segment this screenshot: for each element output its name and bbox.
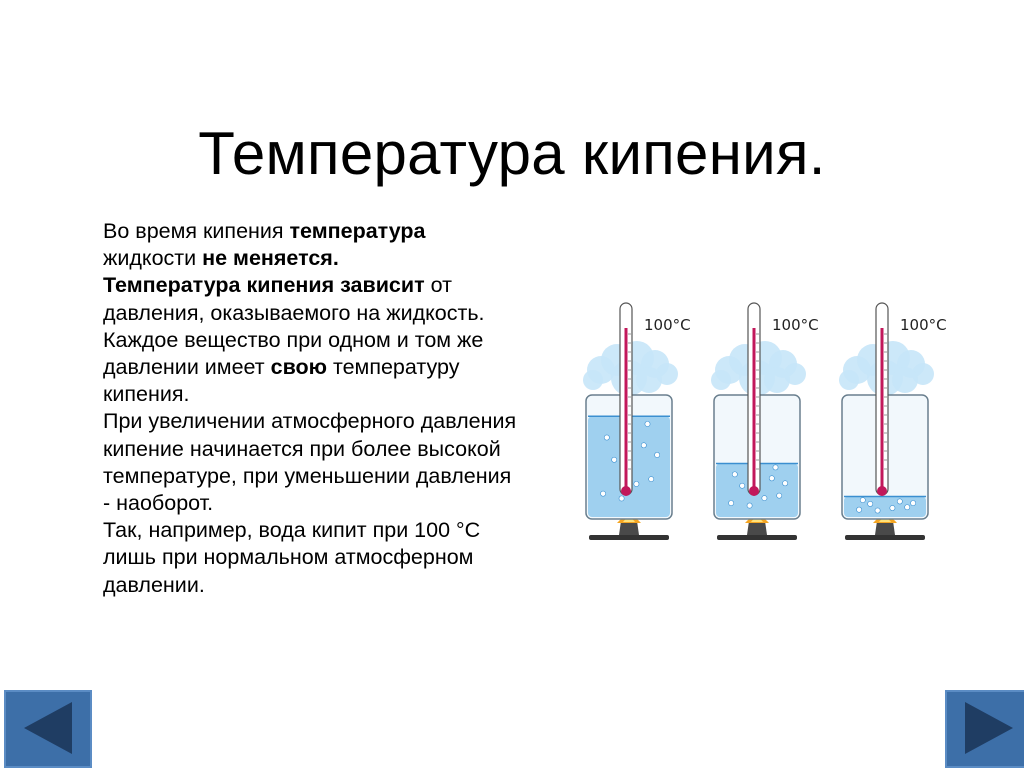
stand-base (845, 535, 925, 540)
temperature-label: 100°C (644, 316, 691, 334)
beakers-svg (578, 298, 978, 553)
burner-base (619, 521, 639, 535)
stand-base (717, 535, 797, 540)
water (844, 496, 926, 517)
bubble (634, 481, 639, 486)
burner-base (747, 521, 767, 535)
thermometer-bulb (877, 486, 887, 496)
steam-puff (636, 367, 662, 393)
thermometer-bulb (621, 486, 631, 496)
slide-title: Температура кипения. (198, 120, 826, 188)
bubble (645, 421, 650, 426)
thermometer (748, 303, 760, 496)
bubble (655, 452, 660, 457)
body-text: Каждое вещество при одном и том же давлении имеет (103, 327, 484, 380)
bubble (649, 477, 654, 482)
body-text: Так, например, вода кипит при 100 °C лишь при нормальном атмосферном давлении. (103, 518, 481, 597)
bubble (619, 496, 624, 501)
bubble (857, 507, 862, 512)
temperature-label: 100°C (772, 316, 819, 334)
mercury-column (753, 328, 756, 490)
thermometer (620, 303, 632, 496)
steam-puff (839, 370, 859, 390)
beaker-group (711, 303, 819, 540)
steam-puff (892, 367, 918, 393)
steam-puff (764, 367, 790, 393)
beaker-group (583, 303, 691, 540)
body-paragraph (103, 272, 523, 326)
temperature-label: 100°C (900, 316, 947, 334)
steam-puff (711, 370, 731, 390)
body-paragraph (103, 517, 523, 599)
bubble (747, 503, 752, 508)
previous-slide-button[interactable] (4, 690, 92, 768)
emphasized-text: свою (270, 355, 328, 380)
bubble (773, 465, 778, 470)
bubble (740, 483, 745, 488)
bubble (601, 491, 606, 496)
bubble (868, 501, 873, 506)
body-text: температуру кипения. (103, 355, 460, 407)
thermometer-bulb (749, 486, 759, 496)
bubble (897, 499, 902, 504)
body-text: При увеличении атмосферного давления кипение начинается при более высокой температуре, при уменьшении давления - наоборот. (103, 409, 517, 516)
bubble (875, 508, 880, 513)
bubble (762, 496, 767, 501)
triangle-right-icon (947, 692, 1024, 766)
burner-base (875, 521, 895, 535)
bubble (604, 435, 609, 440)
emphasized-text: не меняется. (202, 246, 339, 271)
body-text: Во время кипения (103, 219, 290, 243)
body-paragraph (103, 408, 523, 517)
emphasized-text: Температура кипения зависит (103, 273, 425, 298)
thermometer (876, 303, 888, 496)
beaker-group (839, 303, 947, 540)
boiling-beakers-illustration (578, 298, 978, 553)
bubble (732, 472, 737, 477)
slide-body-text (103, 218, 523, 599)
mercury-column (881, 328, 884, 490)
bubble (641, 443, 646, 448)
body-text: жидкости (103, 246, 203, 271)
bubble (783, 481, 788, 486)
mercury-column (625, 328, 628, 490)
bubble (890, 505, 895, 510)
bubble (777, 493, 782, 498)
emphasized-text: температура (289, 219, 426, 243)
bubble (729, 500, 734, 505)
bubble (769, 476, 774, 481)
body-paragraph (103, 218, 523, 272)
next-slide-button[interactable] (945, 690, 1024, 768)
bubble (911, 500, 916, 505)
steam-puff (583, 370, 603, 390)
triangle-left-icon (6, 692, 90, 766)
body-paragraph (103, 327, 523, 409)
bubble (905, 505, 910, 510)
bubble (860, 498, 865, 503)
bubble (612, 457, 617, 462)
stand-base (589, 535, 669, 540)
body-text: от давления, оказываемого на жидкость. (103, 273, 485, 325)
